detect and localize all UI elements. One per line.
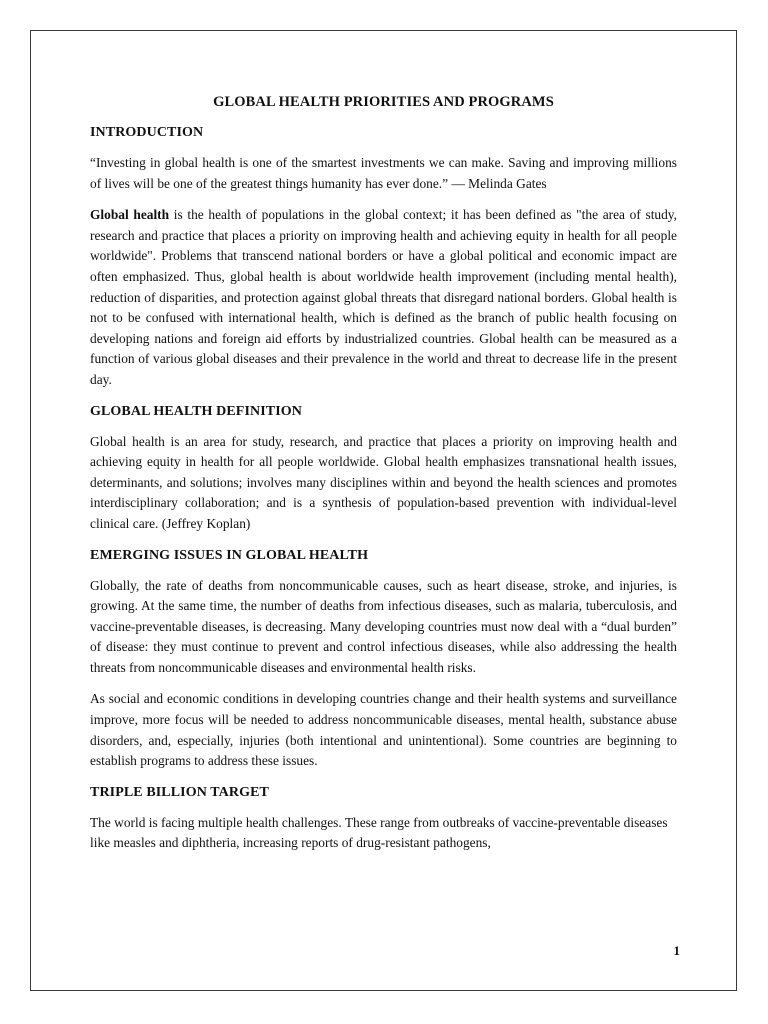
triple-billion-heading: TRIPLE BILLION TARGET [90,784,269,800]
global-health-term: Global health [90,207,170,223]
emerging-issues-paragraph-2: As social and economic conditions in developing countries change and their health systems and surveillance improve, more focus will be needed to address noncommunicable diseases, mental health, substance abuse disorders, and, especially, injuries (both intentional and unintentional). Some countries are beginning to establish programs to address these issues. [90,691,677,769]
emerging-issues-paragraph-1: Globally, the rate of deaths from noncommunicable causes, such as heart disease, stroke, and injuries, is growing. At the same time, the number of deaths from infectious diseases, such as malaria, tuberculosis, and vaccine-preventable diseases, is decreasing. Many developing countries must now deal with a “dual burden” of disease: they must continue to prevent and control infectious diseases, while also addressing the health threats from noncommunicable diseases and environmental health risks. [90,577,677,675]
introduction-paragraph-text: is the health of populations in the global context; it has been defined as "the area of study, research and practice that places a priority on improving health and achieving equity in health for all people worldwide". Problems that transcend national borders or have a global political and economic impact are often emphasized. Thus, global health is about worldwide health improvement (including mental health), reduction of disparities, and protection against global threats that disregard national borders. Global health is not to be confused with international health, which is defined as the branch of public health focusing on developing nations and foreign aid efforts by industrialized countries. Global health can be measured as a function of various global diseases and their prevalence in the world and threat to decrease life in the present day. [90,207,677,387]
introduction-paragraph [90,205,677,390]
introduction-heading: INTRODUCTION [90,125,204,140]
emerging-issues-heading: EMERGING ISSUES IN GLOBAL HEALTH [90,547,369,563]
triple-billion-paragraph: The world is facing multiple health challenges. These range from outbreaks of vaccine-preventable diseases like measles and diphtheria, increasing reports of drug-resistant pathogens, [90,814,668,851]
definition-heading: GLOBAL HEALTH DEFINITION [90,403,302,419]
definition-paragraph: Global health is an area for study, research, and practice that places a priority on improving health and achieving equity in health for all people worldwide. Global health emphasizes transnational health issues, determinants, and solutions; involves many disciplines within and beyond the health sciences and promotes interdisciplinary collaboration; and is a synthesis of population-based prevention with individual-level clinical care. (Jeffrey Koplan) [90,433,677,531]
page-number: 1 [673,943,680,958]
document-title: GLOBAL HEALTH PRIORITIES AND PROGRAMS [213,94,554,110]
introduction-quote: “Investing in global health is one of the smartest investments we can make. Saving and improving millions of lives will be one of the greatest things humanity has ever done.” — Melinda Gates [90,155,677,191]
document-body [90,92,677,854]
